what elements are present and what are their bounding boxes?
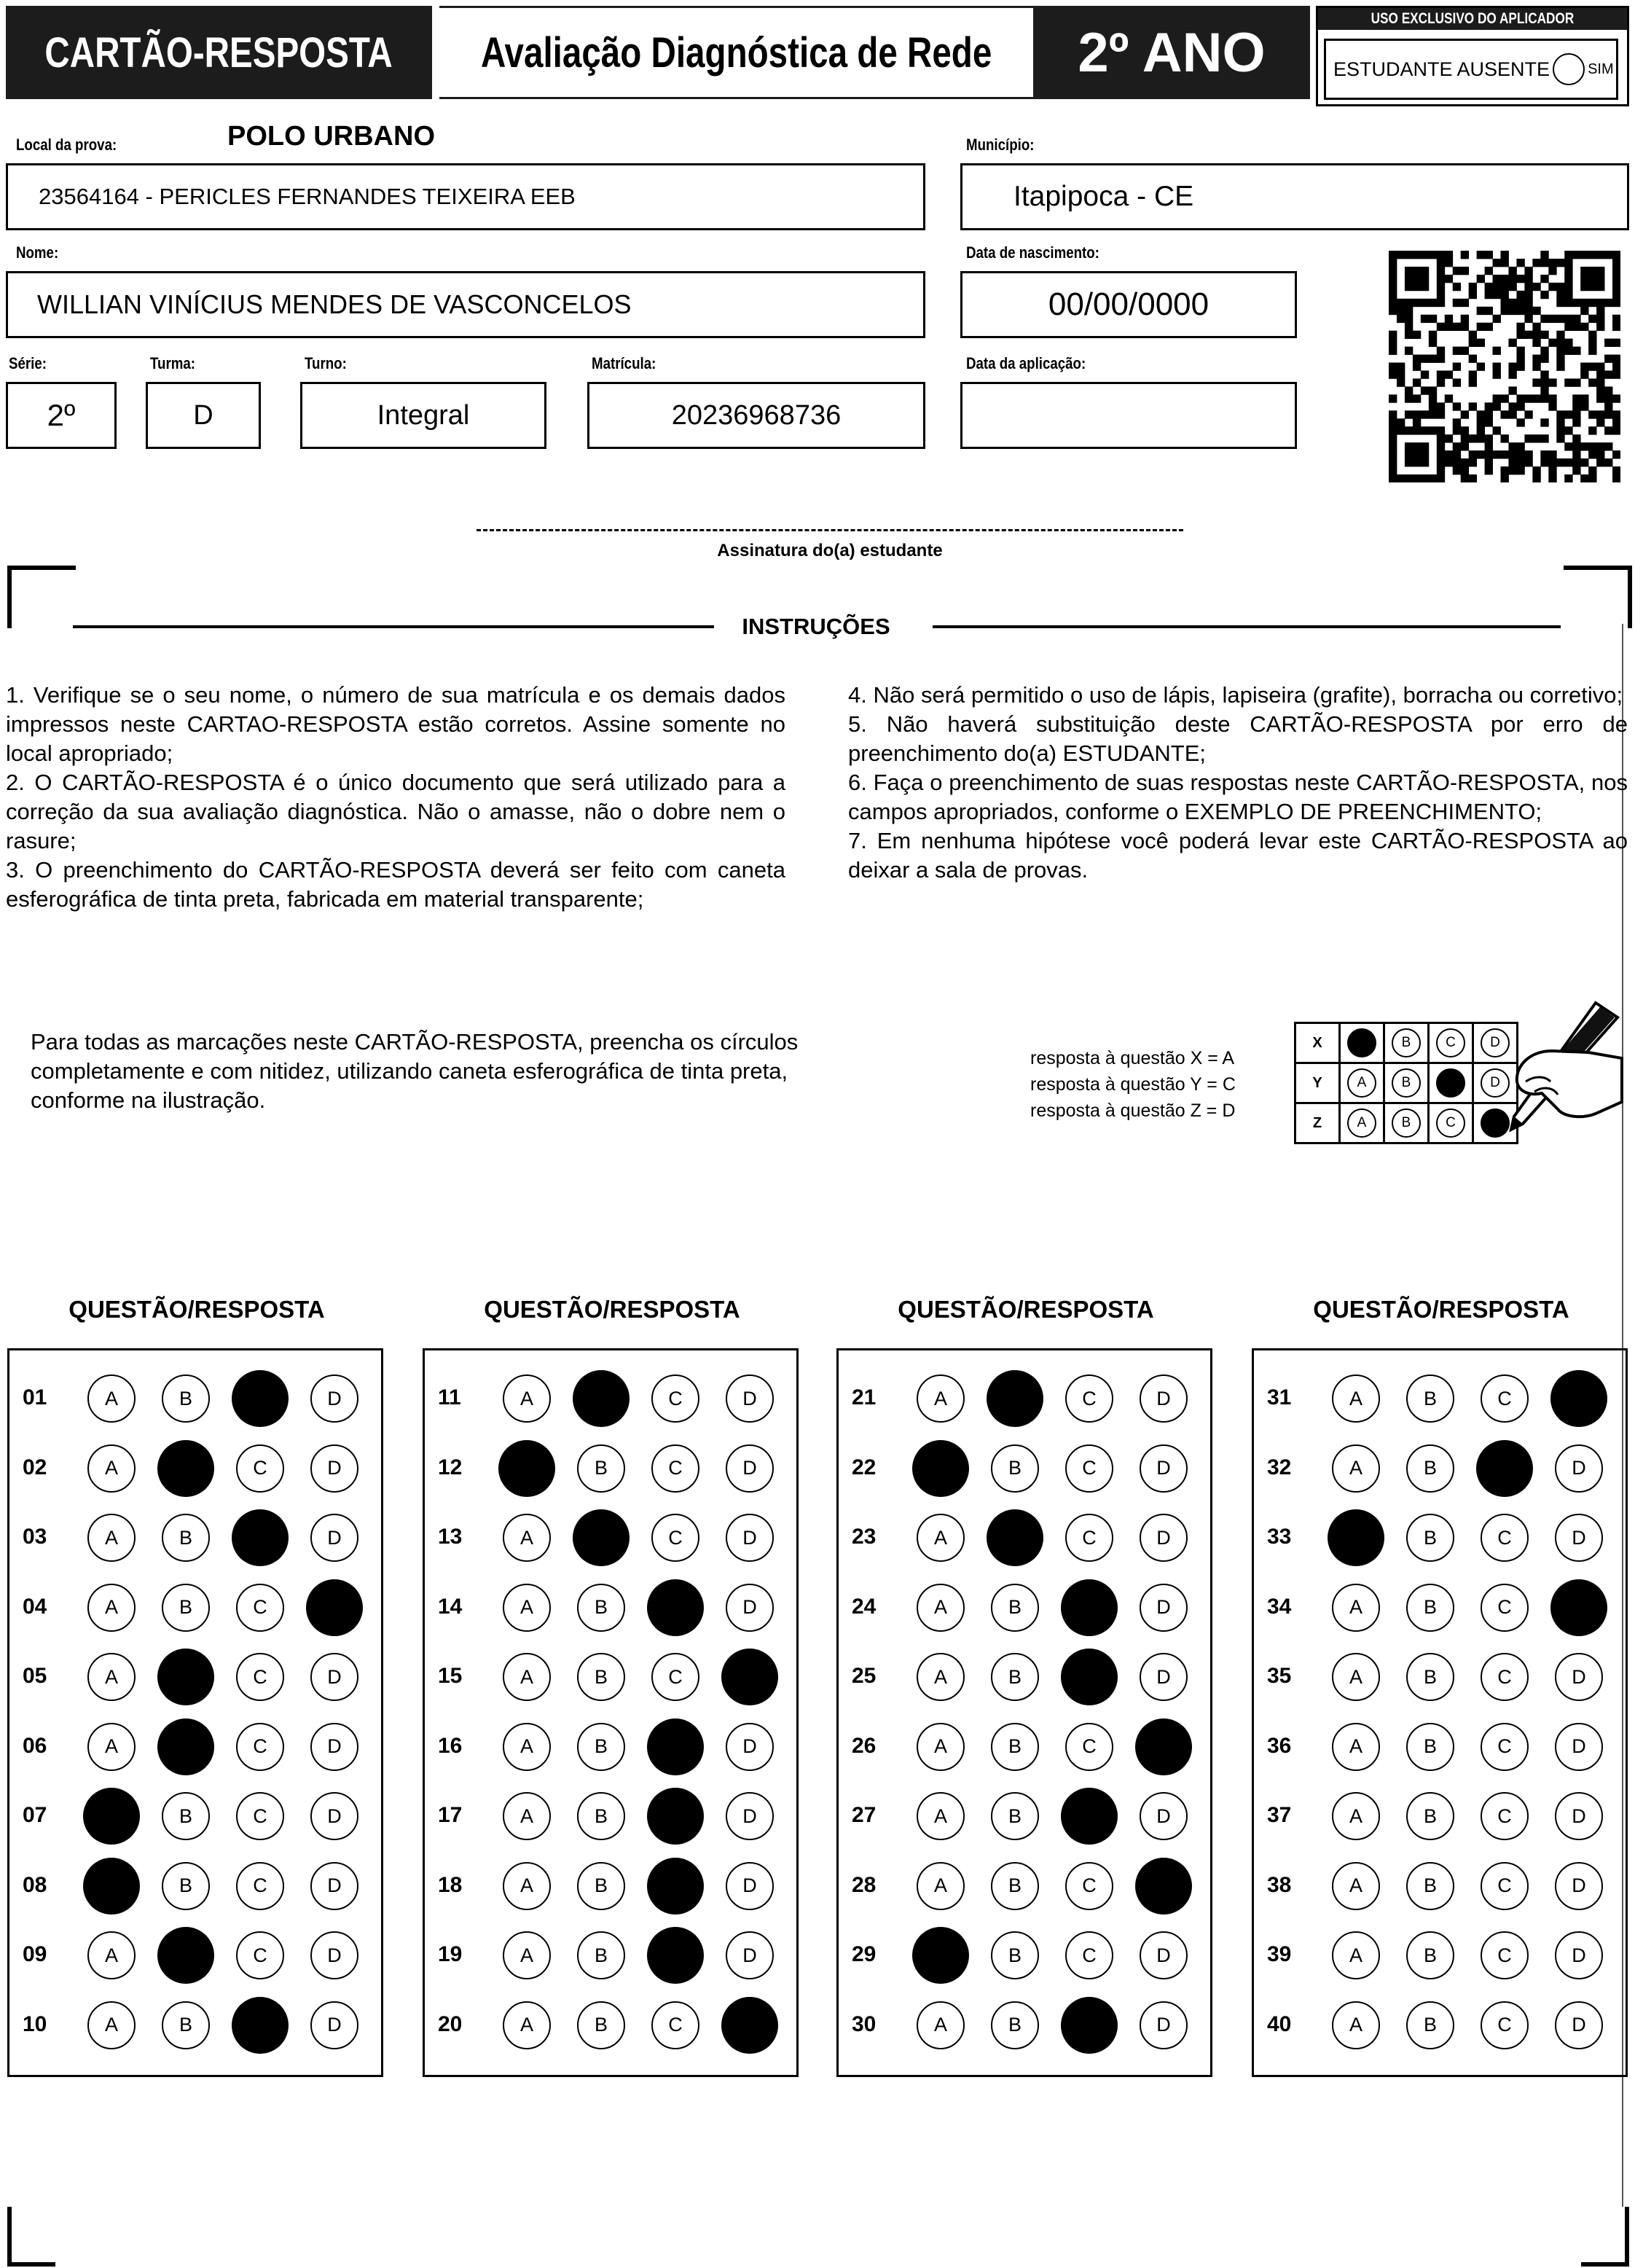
answer-bubble-04-a[interactable]: A (87, 1584, 136, 1632)
answer-bubble-30-d[interactable]: D (1140, 2001, 1188, 2049)
answer-bubble-27-c[interactable]: C (1061, 1788, 1118, 1845)
example-row-label: Z (1295, 1103, 1340, 1143)
grade-label: 2º ANO (1078, 21, 1266, 84)
question-number: 05 (23, 1664, 47, 1688)
answer-bubble-27-b[interactable]: B (991, 1792, 1039, 1840)
answer-bubble-12-c[interactable]: C (651, 1444, 699, 1493)
example-captions (1030, 1045, 1236, 1124)
absent-checkbox[interactable] (1553, 53, 1585, 85)
answers-title-3: QUESTÃO/RESPOSTA (898, 1296, 1154, 1323)
answer-bubble-06-a[interactable]: A (87, 1723, 136, 1771)
example-cell (1340, 1103, 1384, 1143)
question-number: 11 (438, 1385, 461, 1409)
frame-corner-top-right (1564, 566, 1632, 628)
question-number: 37 (1267, 1803, 1292, 1827)
answer-bubble-22-d[interactable]: D (1140, 1444, 1188, 1493)
question-number: 03 (23, 1525, 47, 1549)
answer-bubble-30-c[interactable]: C (1061, 1997, 1118, 2054)
answer-bubble-24-d[interactable]: D (1140, 1584, 1188, 1632)
answer-bubble-35-a[interactable]: A (1332, 1653, 1380, 1701)
instruction-6: 6. Faça o preenchimento de suas respostas neste CARTÃO-RESPOSTA, nos campos apropriados, conforme o EXEMPLO DE PREENCHIMENTO; (848, 770, 1628, 824)
question-number: 22 (852, 1455, 877, 1479)
answer-bubble-18-b[interactable]: B (577, 1862, 625, 1910)
example-bubble-z-c: C (1436, 1108, 1465, 1138)
answer-bubble-15-c[interactable]: C (651, 1653, 699, 1701)
answer-bubble-14-c[interactable]: C (647, 1579, 704, 1636)
question-number: 39 (1267, 1942, 1292, 1966)
matricula-value: 20236968736 (671, 399, 842, 431)
question-number: 19 (438, 1942, 463, 1966)
question-number: 28 (852, 1872, 877, 1897)
answer-bubble-11-a[interactable]: A (503, 1375, 551, 1423)
example-cell (1429, 1103, 1473, 1143)
answer-bubble-01-c[interactable]: C (232, 1370, 289, 1427)
turno-value: Integral (377, 399, 470, 431)
question-number: 15 (438, 1664, 463, 1688)
answer-bubble-40-b[interactable]: B (1406, 2001, 1454, 2049)
example-bubble-y-d: D (1481, 1068, 1510, 1098)
question-number: 04 (23, 1594, 47, 1619)
answer-grid-3 (836, 1348, 1212, 2077)
answer-bubble-19-b[interactable]: B (577, 1931, 625, 1979)
serie-value: 2º (47, 398, 76, 432)
instruction-4: 4. Não será permitido o uso de lápis, lapiseira (grafite), borracha ou corretivo; (848, 682, 1623, 708)
grade-banner (1033, 6, 1310, 99)
answer-bubble-35-b[interactable]: B (1406, 1653, 1454, 1701)
nome-label: Nome: (16, 243, 59, 262)
answer-bubble-06-d[interactable]: D (310, 1723, 358, 1771)
answer-bubble-14-a[interactable]: A (503, 1584, 551, 1632)
answer-grid-1 (7, 1348, 383, 2077)
pen-hand-icon (1472, 1000, 1625, 1146)
answer-bubble-05-a[interactable]: A (87, 1653, 136, 1701)
answer-bubble-13-b[interactable]: B (573, 1509, 630, 1566)
answer-bubble-15-a[interactable]: A (503, 1653, 551, 1701)
instruction-3: 3. O preenchimento do CARTÃO-RESPOSTA deverá ser feito com caneta esferográfica de tinta preta, fabricada em material transparente; (6, 857, 785, 912)
card-title: CARTÃO-RESPOSTA (44, 28, 393, 77)
example-cell (1384, 1103, 1429, 1143)
example-cell (1429, 1063, 1473, 1103)
answer-bubble-17-a[interactable]: A (503, 1792, 551, 1840)
example-caption-y: resposta à questão Y = C (1030, 1074, 1236, 1095)
answer-bubble-25-c[interactable]: C (1061, 1649, 1118, 1705)
example-cell (1384, 1063, 1429, 1103)
question-number: 40 (1267, 2011, 1292, 2036)
question-number: 23 (852, 1525, 877, 1549)
signature-label: Assinatura do(a) estudante (717, 541, 943, 560)
answer-bubble-04-b[interactable]: B (162, 1584, 210, 1632)
question-number: 26 (852, 1733, 877, 1758)
aplicacao-label: Data da aplicação: (966, 354, 1086, 372)
answer-bubble-26-c[interactable]: C (1065, 1723, 1113, 1771)
answer-bubble-30-a[interactable]: A (917, 2001, 965, 2049)
answer-bubble-16-b[interactable]: B (577, 1723, 625, 1771)
answer-bubble-16-d[interactable]: D (726, 1723, 774, 1771)
answer-bubble-31-c[interactable]: C (1481, 1375, 1529, 1423)
question-number: 27 (852, 1803, 877, 1827)
applicator-box (1316, 6, 1629, 106)
answer-bubble-34-c[interactable]: C (1481, 1584, 1529, 1632)
nome-field (6, 271, 925, 338)
example-caption-z: resposta à questão Z = D (1030, 1100, 1236, 1121)
answer-bubble-25-a[interactable]: A (917, 1653, 965, 1701)
answer-bubble-36-b[interactable]: B (1406, 1723, 1454, 1771)
answer-bubble-14-b[interactable]: B (577, 1584, 625, 1632)
answer-bubble-26-a[interactable]: A (917, 1723, 965, 1771)
example-bubble-x-c: C (1436, 1028, 1465, 1057)
qr-code-image (1389, 251, 1620, 482)
turma-label: Turma: (150, 354, 195, 372)
answer-bubble-19-d[interactable]: D (726, 1931, 774, 1979)
answer-bubble-28-a[interactable]: A (917, 1862, 965, 1910)
turno-label: Turno: (305, 354, 347, 372)
answer-bubble-02-d[interactable]: D (310, 1444, 358, 1493)
example-cell (1340, 1023, 1384, 1063)
instructions-right (848, 681, 1628, 885)
instructions-title: INSTRUÇÕES (742, 614, 890, 639)
answer-bubble-19-c[interactable]: C (647, 1927, 704, 1984)
answer-bubble-34-b[interactable]: B (1406, 1584, 1454, 1632)
answer-bubble-37-a[interactable]: A (1332, 1792, 1380, 1840)
aplicacao-field[interactable] (960, 382, 1297, 449)
answer-bubble-38-c[interactable]: C (1481, 1862, 1529, 1910)
answer-bubble-38-b[interactable]: B (1406, 1862, 1454, 1910)
answer-bubble-02-b[interactable]: B (157, 1440, 214, 1497)
example-bubble-z-b: B (1392, 1108, 1421, 1138)
answer-bubble-31-a[interactable]: A (1332, 1375, 1380, 1423)
answer-bubble-32-c[interactable]: C (1476, 1440, 1533, 1497)
answer-bubble-09-c[interactable]: C (236, 1931, 284, 1979)
question-number: 35 (1267, 1664, 1292, 1688)
instructions-rule-right (933, 625, 1561, 628)
answer-bubble-08-a[interactable]: A (83, 1858, 140, 1915)
answer-bubble-23-d[interactable]: D (1140, 1514, 1188, 1562)
answer-bubble-32-a[interactable]: A (1332, 1444, 1380, 1493)
answer-bubble-10-a[interactable]: A (87, 2001, 136, 2049)
answer-bubble-22-b[interactable]: B (991, 1444, 1039, 1493)
answer-bubble-12-b[interactable]: B (577, 1444, 625, 1493)
answer-bubble-20-b[interactable]: B (577, 2001, 625, 2049)
turma-value: D (193, 399, 213, 431)
municipio-label: Município: (966, 136, 1035, 154)
exam-title: Avaliação Diagnóstica de Rede (480, 28, 992, 77)
answer-bubble-05-b[interactable]: B (157, 1649, 214, 1705)
answer-bubble-40-c[interactable]: C (1481, 2001, 1529, 2049)
question-number: 09 (23, 1942, 47, 1966)
answer-bubble-17-d[interactable]: D (726, 1792, 774, 1840)
applicator-label-bar (1318, 8, 1627, 30)
answer-bubble-31-d[interactable]: D (1550, 1370, 1607, 1427)
answer-bubble-32-d[interactable]: D (1555, 1444, 1603, 1493)
example-bubble-y-a: A (1347, 1068, 1376, 1098)
answer-bubble-28-b[interactable]: B (991, 1862, 1039, 1910)
answer-bubble-39-b[interactable]: B (1406, 1931, 1454, 1979)
answer-bubble-18-a[interactable]: A (503, 1862, 551, 1910)
card-title-banner (6, 6, 432, 99)
answer-bubble-02-a[interactable]: A (87, 1444, 136, 1493)
answer-bubble-35-d[interactable]: D (1555, 1653, 1603, 1701)
answer-bubble-25-b[interactable]: B (991, 1653, 1039, 1701)
qr-code (1389, 251, 1620, 482)
question-number: 33 (1267, 1525, 1292, 1549)
question-number: 31 (1267, 1385, 1292, 1409)
answer-bubble-07-d[interactable]: D (310, 1792, 358, 1840)
question-number: 20 (438, 2011, 463, 2036)
answer-bubble-34-d[interactable]: D (1550, 1579, 1607, 1636)
answer-grid-4 (1252, 1348, 1628, 2077)
answer-bubble-07-a[interactable]: A (83, 1788, 140, 1845)
polo-value: POLO URBANO (227, 121, 435, 152)
answer-bubble-22-c[interactable]: C (1065, 1444, 1113, 1493)
answer-bubble-20-a[interactable]: A (503, 2001, 551, 2049)
answer-bubble-20-c[interactable]: C (651, 2001, 699, 2049)
answer-bubble-23-c[interactable]: C (1065, 1514, 1113, 1562)
answer-bubble-38-a[interactable]: A (1332, 1862, 1380, 1910)
answer-bubble-24-c[interactable]: C (1061, 1579, 1118, 1636)
answer-bubble-40-d[interactable]: D (1555, 2001, 1603, 2049)
answer-bubble-33-d[interactable]: D (1555, 1514, 1603, 1562)
example-row-label: Y (1295, 1063, 1340, 1103)
question-number: 36 (1267, 1733, 1292, 1758)
answer-bubble-33-b[interactable]: B (1406, 1514, 1454, 1562)
answer-grid-2 (423, 1348, 799, 2077)
question-number: 17 (438, 1803, 463, 1827)
answer-bubble-29-a[interactable]: A (912, 1927, 969, 1984)
instruction-7: 7. Em nenhuma hipótese você poderá levar este CARTÃO-RESPOSTA ao deixar a sala de provas. (848, 828, 1628, 883)
answer-bubble-05-c[interactable]: C (236, 1653, 284, 1701)
instruction-1: 1. Verifique se o seu nome, o número de sua matrícula e os demais dados impressos neste CARTAO-RESPOSTA estão corretos. Assine somente no local apropriado; (6, 682, 785, 766)
answer-bubble-05-d[interactable]: D (310, 1653, 358, 1701)
question-number: 24 (852, 1594, 877, 1619)
answers-title-2: QUESTÃO/RESPOSTA (484, 1296, 740, 1323)
answer-bubble-37-c[interactable]: C (1481, 1792, 1529, 1840)
answer-bubble-16-c[interactable]: C (647, 1718, 704, 1775)
frame-corner-bottom-right (1581, 2207, 1629, 2267)
local-value: 23564164 - PERICLES FERNANDES TEIXEIRA EEB (39, 184, 576, 209)
answer-bubble-08-d[interactable]: D (310, 1862, 358, 1910)
answer-bubble-40-a[interactable]: A (1332, 2001, 1380, 2049)
answer-bubble-36-a[interactable]: A (1332, 1723, 1380, 1771)
answer-bubble-39-d[interactable]: D (1555, 1931, 1603, 1979)
answer-bubble-20-d[interactable]: D (721, 1997, 778, 2054)
answer-bubble-07-b[interactable]: B (162, 1792, 210, 1840)
answer-bubble-35-c[interactable]: C (1481, 1653, 1529, 1701)
signature-line[interactable] (477, 529, 1183, 531)
answer-bubble-11-d[interactable]: D (726, 1375, 774, 1423)
absent-option: SIM (1588, 60, 1614, 77)
exam-title-banner (439, 6, 1033, 99)
answer-bubble-29-b[interactable]: B (991, 1931, 1039, 1979)
answer-bubble-23-b[interactable]: B (987, 1509, 1043, 1566)
answer-bubble-37-b[interactable]: B (1406, 1792, 1454, 1840)
question-number: 14 (438, 1594, 463, 1619)
answer-bubble-28-c[interactable]: C (1065, 1862, 1113, 1910)
answer-bubble-03-d[interactable]: D (310, 1514, 358, 1562)
answer-bubble-13-c[interactable]: C (651, 1514, 699, 1562)
question-number: 18 (438, 1872, 463, 1897)
answer-bubble-23-a[interactable]: A (917, 1514, 965, 1562)
answer-bubble-10-d[interactable]: D (310, 2001, 358, 2049)
question-number: 10 (23, 2011, 47, 2036)
nascimento-value: 00/00/0000 (1048, 286, 1209, 322)
answer-bubble-18-c[interactable]: C (647, 1858, 704, 1915)
matricula-field (587, 382, 925, 449)
frame-corner-top-left (7, 566, 76, 628)
answers-title-4: QUESTÃO/RESPOSTA (1313, 1296, 1569, 1323)
question-number: 06 (23, 1733, 47, 1758)
answer-bubble-06-c[interactable]: C (236, 1723, 284, 1771)
example-bubble-y-b: B (1392, 1068, 1421, 1098)
question-number: 32 (1267, 1455, 1292, 1479)
answer-bubble-34-a[interactable]: A (1332, 1584, 1380, 1632)
fill-note: Para todas as marcações neste CARTÃO-RESPOSTA, preencha os círculos completamente e com nitidez, utilizando caneta esferográfica de tinta preta, conforme na ilustração. (31, 1029, 799, 1113)
answer-bubble-17-b[interactable]: B (577, 1792, 625, 1840)
question-number: 25 (852, 1664, 877, 1688)
answer-bubble-15-d[interactable]: D (721, 1649, 778, 1705)
serie-field (6, 382, 117, 449)
answer-bubble-36-c[interactable]: C (1481, 1723, 1529, 1771)
example-bubble-x-b: B (1392, 1028, 1421, 1057)
question-number: 34 (1267, 1594, 1292, 1619)
answer-bubble-03-c[interactable]: C (232, 1509, 289, 1566)
instructions-rule-left (73, 625, 714, 628)
instruction-5: 5. Não haverá substituição deste CARTÃO-RESPOSTA por erro de preenchimento do(a) ESTUDANTE; (848, 711, 1628, 766)
answer-bubble-21-b[interactable]: B (987, 1370, 1043, 1427)
municipio-value: Itapipoca - CE (1013, 181, 1194, 212)
question-number: 21 (852, 1385, 877, 1409)
example-bubble-z-a: A (1347, 1108, 1376, 1138)
answer-bubble-01-a[interactable]: A (87, 1375, 136, 1423)
nome-value: WILLIAN VINÍCIUS MENDES DE VASCONCELOS (37, 289, 632, 319)
answer-bubble-15-b[interactable]: B (577, 1653, 625, 1701)
question-number: 12 (438, 1455, 463, 1479)
question-number: 01 (23, 1385, 47, 1409)
answer-bubble-37-d[interactable]: D (1555, 1792, 1603, 1840)
example-row-label: X (1295, 1023, 1340, 1063)
answer-bubble-08-b[interactable]: B (162, 1862, 210, 1910)
answer-bubble-14-d[interactable]: D (726, 1584, 774, 1632)
answer-bubble-25-d[interactable]: D (1140, 1653, 1188, 1701)
answer-bubble-36-d[interactable]: D (1555, 1723, 1603, 1771)
serie-label: Série: (9, 354, 47, 372)
answer-bubble-29-c[interactable]: C (1065, 1931, 1113, 1979)
answer-bubble-27-a[interactable]: A (917, 1792, 965, 1840)
answer-bubble-21-a[interactable]: A (917, 1375, 965, 1423)
answer-bubble-04-d[interactable]: D (306, 1579, 363, 1636)
answer-bubble-03-a[interactable]: A (87, 1514, 136, 1562)
answer-bubble-09-a[interactable]: A (87, 1931, 136, 1979)
answer-bubble-26-d[interactable]: D (1135, 1718, 1192, 1775)
answer-bubble-30-b[interactable]: B (991, 2001, 1039, 2049)
answer-bubble-32-b[interactable]: B (1406, 1444, 1454, 1493)
answer-bubble-08-c[interactable]: C (236, 1862, 284, 1910)
example-cell (1429, 1023, 1473, 1063)
answer-bubble-24-a[interactable]: A (917, 1584, 965, 1632)
answer-bubble-39-c[interactable]: C (1481, 1931, 1529, 1979)
question-number: 13 (438, 1525, 463, 1549)
answer-bubble-17-c[interactable]: C (647, 1788, 704, 1845)
example-bubble-y-c (1436, 1068, 1465, 1098)
instructions-left (6, 681, 785, 914)
answer-bubble-12-d[interactable]: D (726, 1444, 774, 1493)
example-cell (1340, 1063, 1384, 1103)
answer-bubble-13-a[interactable]: A (503, 1514, 551, 1562)
frame-corner-bottom-left (7, 2207, 55, 2267)
question-number: 30 (852, 2011, 877, 2036)
local-field (6, 163, 925, 230)
nascimento-label: Data de nascimento: (966, 243, 1099, 262)
answer-bubble-28-d[interactable]: D (1135, 1858, 1192, 1915)
answer-bubble-33-a[interactable]: A (1328, 1509, 1384, 1566)
answer-bubble-31-b[interactable]: B (1406, 1375, 1454, 1423)
answer-bubble-07-c[interactable]: C (236, 1792, 284, 1840)
absent-label: ESTUDANTE AUSENTE (1333, 58, 1550, 80)
answer-bubble-21-c[interactable]: C (1065, 1375, 1113, 1423)
instruction-2: 2. O CARTÃO-RESPOSTA é o único documento que será utilizado para a correção da sua avaliação diagnóstica. Não o amasse, não o dobre nem o rasure; (6, 770, 785, 853)
answer-bubble-27-d[interactable]: D (1140, 1792, 1188, 1840)
turno-field (300, 382, 546, 449)
example-bubble-x-d: D (1481, 1028, 1510, 1057)
answer-bubble-10-c[interactable]: C (232, 1997, 289, 2054)
local-label: Local da prova: (16, 136, 117, 154)
answer-bubble-26-b[interactable]: B (991, 1723, 1039, 1771)
answer-bubble-04-c[interactable]: C (236, 1584, 284, 1632)
answer-bubble-22-a[interactable]: A (912, 1440, 969, 1497)
answer-bubble-12-a[interactable]: A (498, 1440, 555, 1497)
answer-bubble-01-d[interactable]: D (310, 1375, 358, 1423)
answers-title-1: QUESTÃO/RESPOSTA (68, 1296, 325, 1323)
question-number: 07 (23, 1803, 47, 1827)
municipio-field (960, 163, 1629, 230)
answer-bubble-39-a[interactable]: A (1332, 1931, 1380, 1979)
turma-field (146, 382, 261, 449)
answer-bubble-11-c[interactable]: C (651, 1375, 699, 1423)
answer-bubble-01-b[interactable]: B (162, 1375, 210, 1423)
question-number: 02 (23, 1455, 47, 1479)
question-number: 29 (852, 1942, 877, 1966)
answer-bubble-33-c[interactable]: C (1481, 1514, 1529, 1562)
answer-bubble-18-d[interactable]: D (726, 1862, 774, 1910)
answer-bubble-09-d[interactable]: D (310, 1931, 358, 1979)
answer-bubble-38-d[interactable]: D (1555, 1862, 1603, 1910)
answer-bubble-09-b[interactable]: B (157, 1927, 214, 1984)
answer-bubble-21-d[interactable]: D (1140, 1375, 1188, 1423)
nascimento-field (960, 271, 1297, 338)
example-bubble-x-a (1347, 1028, 1376, 1057)
answer-bubble-19-a[interactable]: A (503, 1931, 551, 1979)
answer-bubble-13-d[interactable]: D (726, 1514, 774, 1562)
absent-field (1324, 39, 1618, 100)
matricula-label: Matrícula: (592, 354, 656, 372)
question-number: 08 (23, 1872, 47, 1897)
answer-bubble-06-b[interactable]: B (157, 1718, 214, 1775)
answer-bubble-29-d[interactable]: D (1140, 1931, 1188, 1979)
answer-bubble-16-a[interactable]: A (503, 1723, 551, 1771)
answer-bubble-03-b[interactable]: B (162, 1514, 210, 1562)
answer-bubble-02-c[interactable]: C (236, 1444, 284, 1493)
example-caption-x: resposta à questão X = A (1030, 1048, 1235, 1068)
answer-bubble-10-b[interactable]: B (162, 2001, 210, 2049)
applicator-label: USO EXCLUSIVO DO APLICADOR (1371, 10, 1575, 27)
example-cell (1384, 1023, 1429, 1063)
question-number: 16 (438, 1733, 463, 1758)
answer-bubble-11-b[interactable]: B (573, 1370, 630, 1427)
question-number: 38 (1267, 1872, 1292, 1897)
answer-bubble-24-b[interactable]: B (991, 1584, 1039, 1632)
